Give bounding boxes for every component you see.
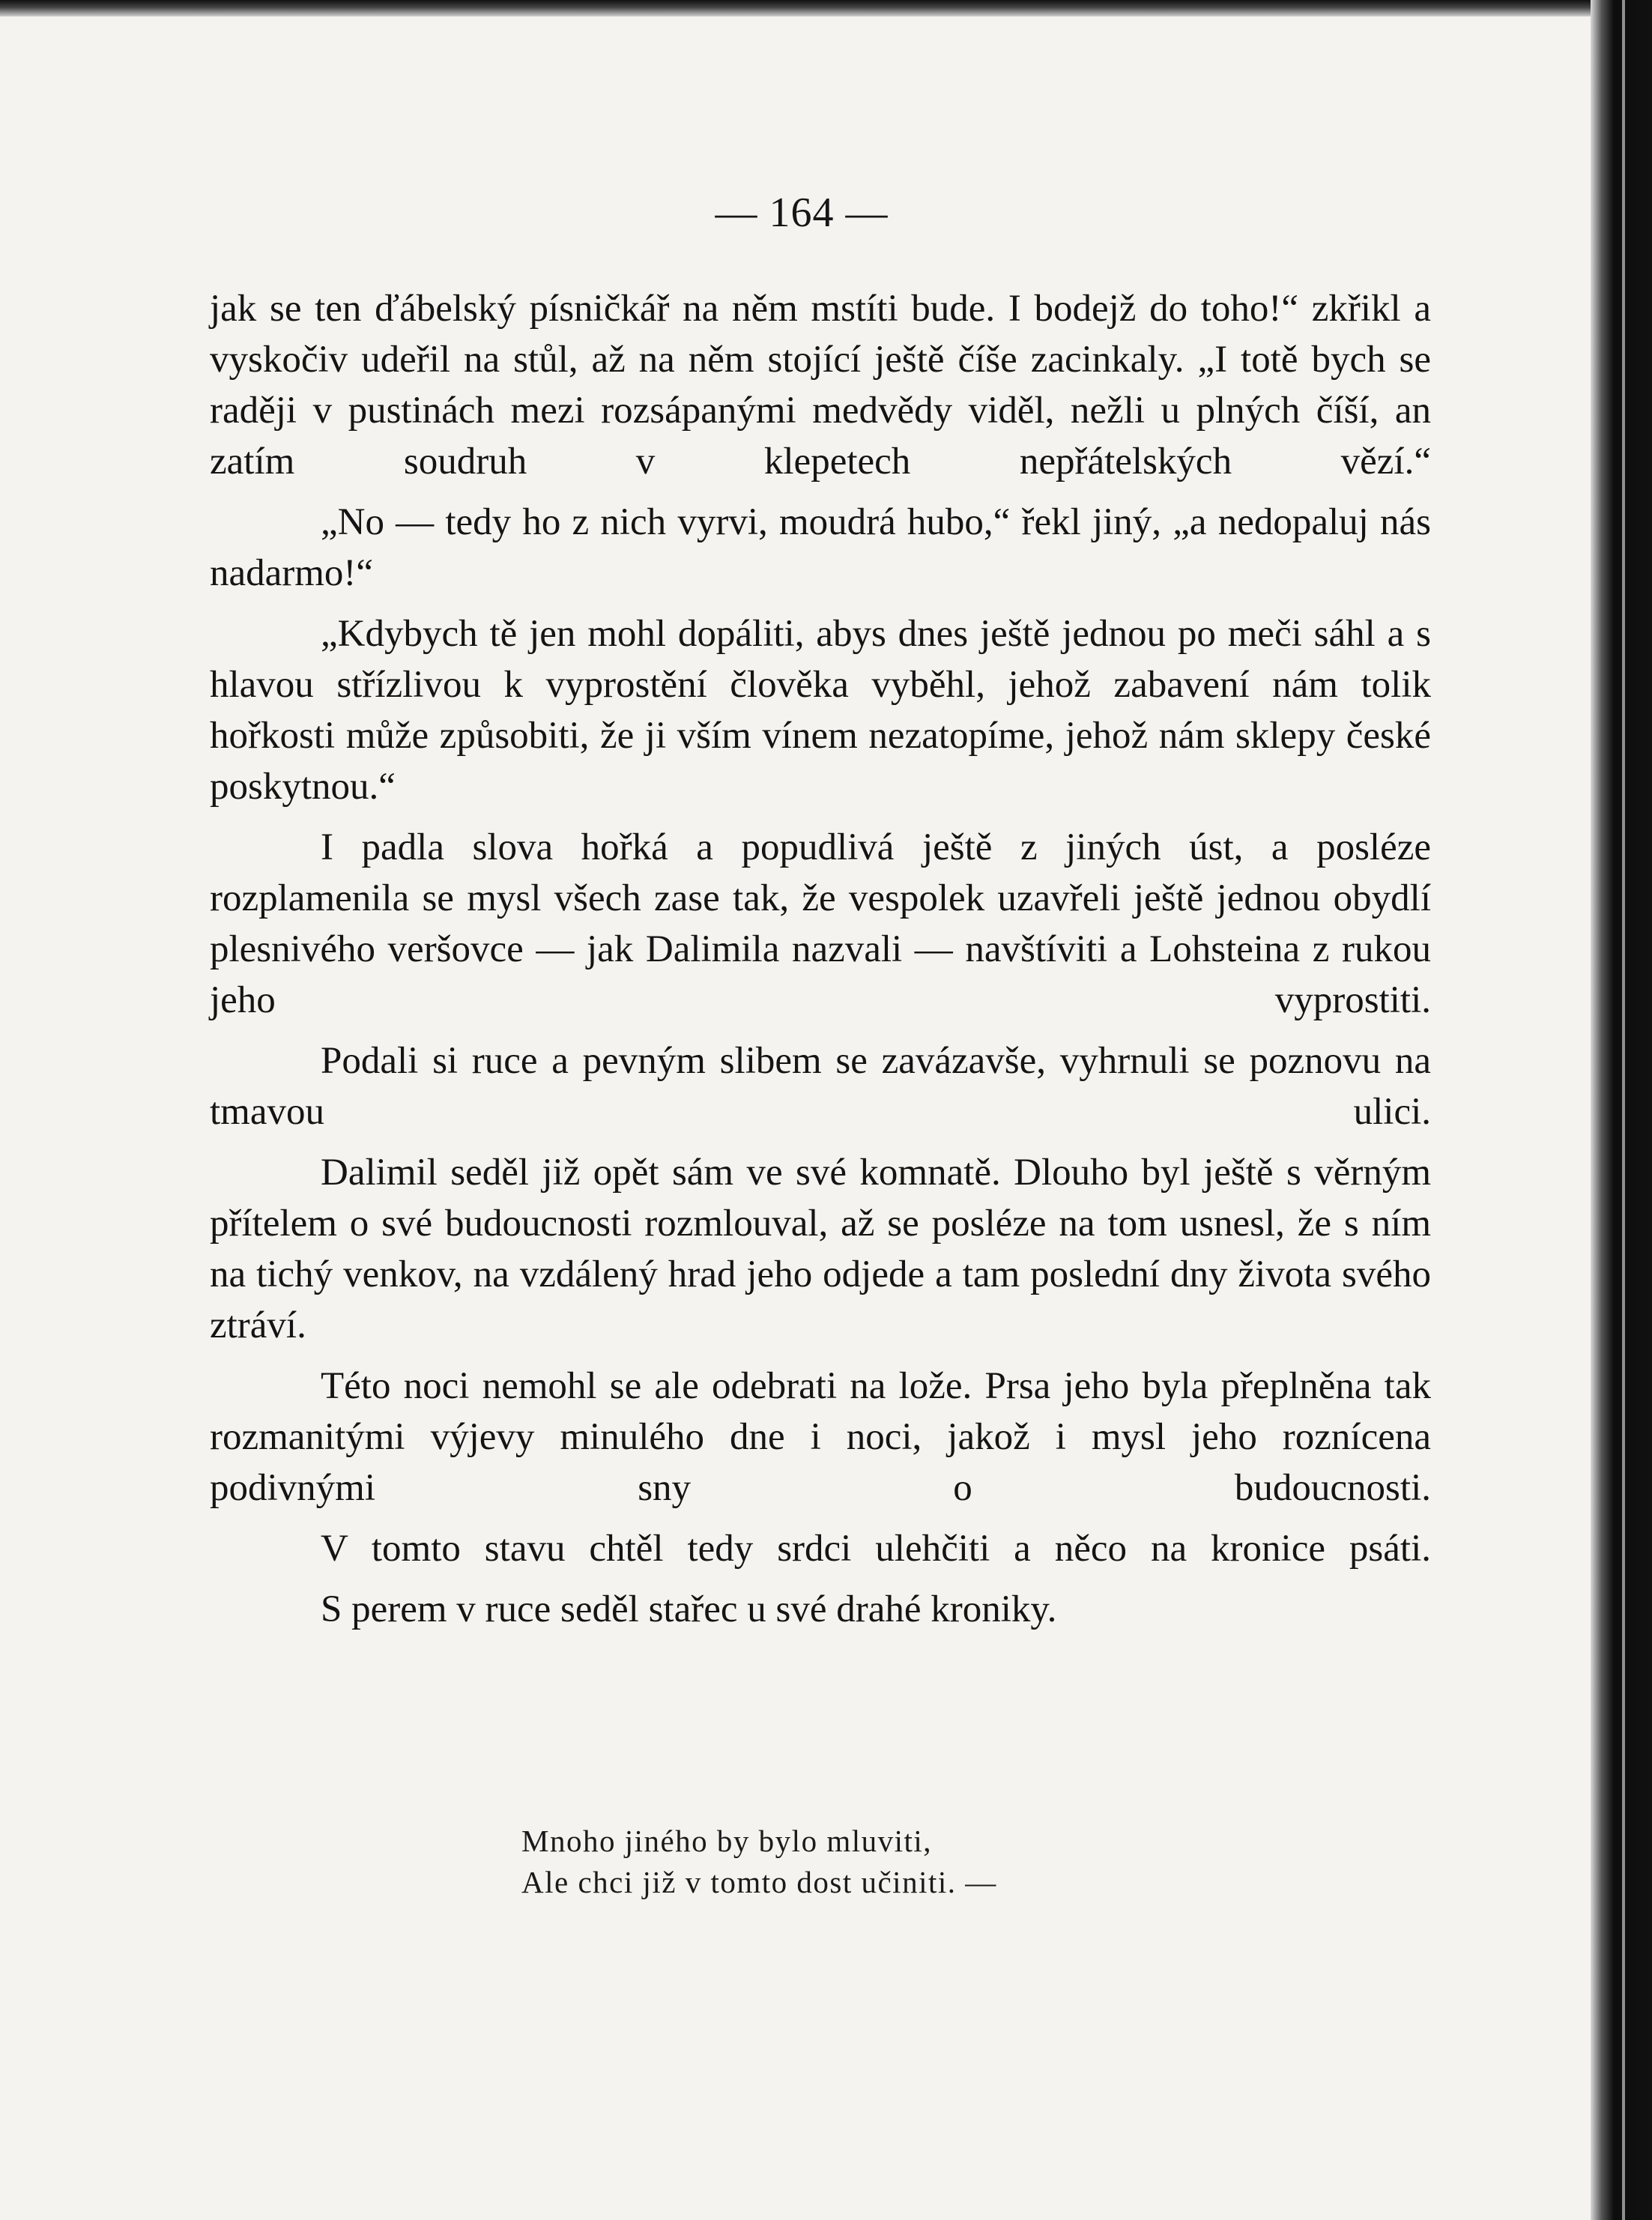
scan-right-edge — [1591, 0, 1652, 2220]
scan-right-edge-highlight — [1622, 0, 1625, 2220]
verse-line: Mnoho jiného by bylo mluviti, — [521, 1824, 933, 1858]
verse-line: Ale chci již v tomto dost učiniti. — — [521, 1865, 997, 1899]
page-number: — 164 — — [715, 190, 889, 236]
scan-top-edge — [0, 0, 1652, 16]
paragraph: S perem v ruce seděl stařec u své drahé kroniky. — [321, 1588, 1057, 1630]
paragraph: V tomto stavu chtěl tedy srdci ulehčiti a něco na kronice psáti. — [321, 1528, 1431, 1570]
paragraph: „Kdybych tě jen mohl dopáliti, abys dnes ještě jednou po meči sáhl a s hlavou střízlivou k vyprostění člověka vyběhl, jehož zabavení nám tolik hořkosti může způsobiti, že ji vším vínem nezatopíme, jehož nám sklepy české poskytnou.“ — [210, 613, 1431, 808]
paragraph: jak se ten ďábelský písničkář na něm mstíti bude. I bodejž do toho!“ zkřikl a vyskočiv udeřil na stůl, až na něm stojící ještě číše zacinkaly. „I totě bych se raději v pustinách mezi rozsápanými medvědy viděl, nežli u plných číší, an zatím soudruh v klepetech nepřátelských vězí.“ — [210, 288, 1431, 483]
paragraph: Dalimil seděl již opět sám ve své komnatě. Dlouho byl ještě s věrným přítelem o své budoucnosti rozmlouval, až se posléze na tom usnesl, že s ním na tichý venkov, na vzdálený hrad jeho odjede a tam poslední dny života svého ztráví. — [210, 1152, 1431, 1346]
text-body — [210, 283, 1431, 1645]
paragraph: „No — tedy ho z nich vyrvi, moudrá hubo,“ řekl jiný, „a nedopaluj nás nadarmo!“ — [210, 501, 1431, 594]
paragraph: Podali si ruce a pevným slibem se zavázavše, vyhrnuli se poznovu na tmavou ulici. — [210, 1040, 1431, 1133]
paragraph: Této noci nemohl se ale odebrati na lože. Prsa jeho byla přeplněna tak rozmanitými výjevy minulého dne i noci, jakož i mysl jeho roznícena podivnými sny o budoucnosti. — [210, 1365, 1431, 1509]
paragraph: I padla slova hořká a popudlivá ještě z jiných úst, a posléze rozplamenila se mysl všech zase tak, že vespolek uzavřeli ještě jednou obydlí plesnivého veršovce — jak Dalimila nazvali — navštíviti a Lohsteina z rukou jeho vyprostiti. — [210, 826, 1431, 1021]
closing-verse — [521, 1821, 997, 1903]
